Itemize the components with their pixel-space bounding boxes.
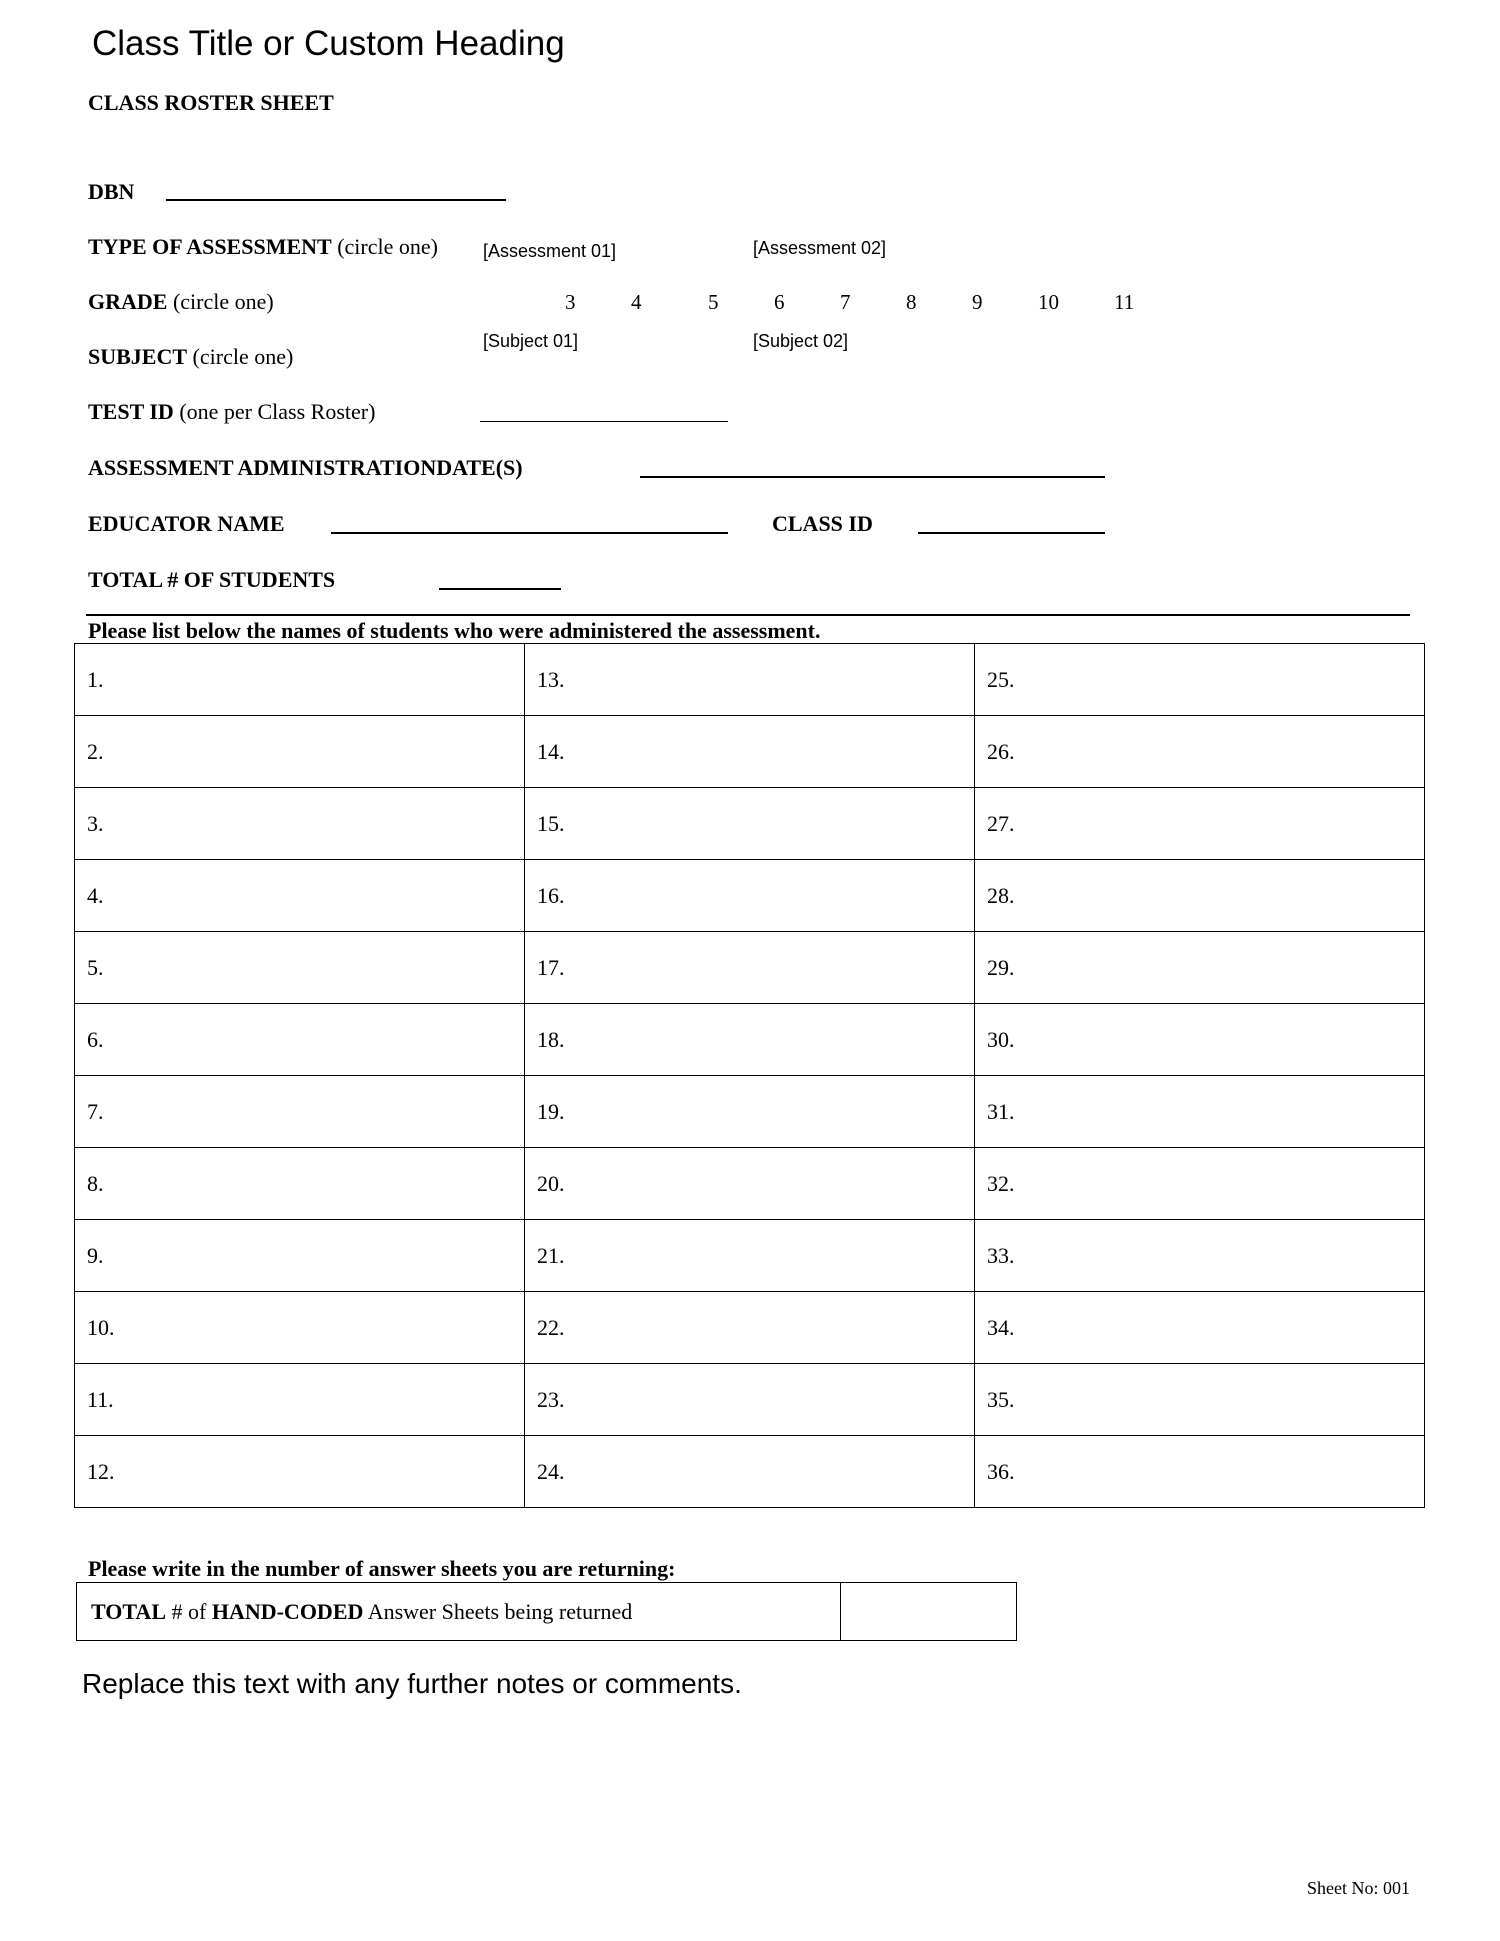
student-name-cell[interactable]: 12. xyxy=(75,1436,525,1508)
grade-option-10[interactable]: 10 xyxy=(1038,290,1059,314)
table-row xyxy=(75,644,1425,716)
student-name-cell[interactable]: 19. xyxy=(525,1076,975,1148)
student-name-cell[interactable]: 10. xyxy=(75,1292,525,1364)
student-name-cell[interactable]: 1. xyxy=(75,644,525,716)
student-name-cell[interactable]: 23. xyxy=(525,1364,975,1436)
returning-instruction: Please write in the number of answer sheets you are returning: xyxy=(88,1556,676,1581)
subject-label: SUBJECT (circle one) xyxy=(88,344,294,369)
student-name-cell[interactable]: 20. xyxy=(525,1148,975,1220)
grade-option-3[interactable]: 3 xyxy=(565,290,576,314)
grade-option-4[interactable]: 4 xyxy=(631,290,642,314)
hand-coded-total-field[interactable] xyxy=(841,1583,1017,1641)
table-row xyxy=(75,932,1425,1004)
student-name-cell[interactable]: 9. xyxy=(75,1220,525,1292)
total-students-label: TOTAL # OF STUDENTS xyxy=(88,567,336,592)
student-name-cell[interactable]: 4. xyxy=(75,860,525,932)
table-row xyxy=(75,1076,1425,1148)
student-name-cell[interactable]: 14. xyxy=(525,716,975,788)
student-name-cell[interactable]: 15. xyxy=(525,788,975,860)
page-title: Class Title or Custom Heading xyxy=(92,24,565,63)
assessment-option-1[interactable]: [Assessment 01] xyxy=(483,241,617,261)
student-name-cell[interactable]: 16. xyxy=(525,860,975,932)
student-name-cell[interactable]: 6. xyxy=(75,1004,525,1076)
table-row xyxy=(75,1148,1425,1220)
student-name-cell[interactable]: 28. xyxy=(975,860,1425,932)
student-name-cell[interactable]: 26. xyxy=(975,716,1425,788)
student-name-cell[interactable]: 13. xyxy=(525,644,975,716)
table-row xyxy=(75,1364,1425,1436)
student-name-cell[interactable]: 2. xyxy=(75,716,525,788)
section-divider xyxy=(86,614,1410,616)
test-id-field[interactable] xyxy=(480,421,728,422)
student-name-cell[interactable]: 32. xyxy=(975,1148,1425,1220)
student-name-cell[interactable]: 7. xyxy=(75,1076,525,1148)
student-name-cell[interactable]: 36. xyxy=(975,1436,1425,1508)
grade-option-11[interactable]: 11 xyxy=(1114,290,1135,314)
educator-name-field[interactable] xyxy=(331,532,728,534)
table-row xyxy=(75,1004,1425,1076)
educator-name-label: EDUCATOR NAME xyxy=(88,511,285,536)
roster-instruction: Please list below the names of students who were administered the assessment. xyxy=(88,618,821,643)
class-id-label: CLASS ID xyxy=(772,511,873,536)
test-id-label: TEST ID (one per Class Roster) xyxy=(88,399,376,424)
student-name-cell[interactable]: 30. xyxy=(975,1004,1425,1076)
table-row xyxy=(75,1436,1425,1508)
student-name-cell[interactable]: 3. xyxy=(75,788,525,860)
subject-option-2[interactable]: [Subject 02] xyxy=(753,331,849,351)
dbn-field[interactable] xyxy=(166,199,506,201)
answer-sheets-table xyxy=(76,1582,1017,1641)
hand-coded-total-label: TOTAL # of HAND-CODED Answer Sheets being returned xyxy=(77,1583,841,1641)
student-name-cell[interactable]: 35. xyxy=(975,1364,1425,1436)
total-students-field[interactable] xyxy=(439,588,561,590)
admin-dates-field[interactable] xyxy=(640,476,1105,478)
type-of-assessment-label: TYPE OF ASSESSMENT (circle one) xyxy=(88,234,438,259)
student-name-cell[interactable]: 27. xyxy=(975,788,1425,860)
student-name-cell[interactable]: 22. xyxy=(525,1292,975,1364)
grade-option-6[interactable]: 6 xyxy=(774,290,785,314)
student-name-cell[interactable]: 17. xyxy=(525,932,975,1004)
student-name-cell[interactable]: 33. xyxy=(975,1220,1425,1292)
student-name-cell[interactable]: 11. xyxy=(75,1364,525,1436)
student-name-cell[interactable]: 31. xyxy=(975,1076,1425,1148)
table-row xyxy=(75,716,1425,788)
admin-dates-label: ASSESSMENT ADMINISTRATIONDATE(S) xyxy=(88,455,523,480)
table-row xyxy=(75,1220,1425,1292)
subject-option-1[interactable]: [Subject 01] xyxy=(483,331,579,351)
dbn-label: DBN xyxy=(88,179,135,204)
grade-option-9[interactable]: 9 xyxy=(972,290,983,314)
assessment-option-2[interactable]: [Assessment 02] xyxy=(753,238,887,258)
notes-text: Replace this text with any further notes or comments. xyxy=(82,1668,742,1699)
student-name-cell[interactable]: 21. xyxy=(525,1220,975,1292)
class-id-field[interactable] xyxy=(918,532,1105,534)
student-name-cell[interactable]: 24. xyxy=(525,1436,975,1508)
student-name-cell[interactable]: 5. xyxy=(75,932,525,1004)
grade-option-7[interactable]: 7 xyxy=(840,290,851,314)
student-name-cell[interactable]: 29. xyxy=(975,932,1425,1004)
sheet-number: Sheet No: 001 xyxy=(1307,1878,1410,1898)
table-row xyxy=(75,788,1425,860)
grade-option-5[interactable]: 5 xyxy=(708,290,719,314)
table-row xyxy=(75,1292,1425,1364)
table-row xyxy=(75,860,1425,932)
student-name-cell[interactable]: 25. xyxy=(975,644,1425,716)
student-name-cell[interactable]: 18. xyxy=(525,1004,975,1076)
student-name-cell[interactable]: 34. xyxy=(975,1292,1425,1364)
form-subtitle: CLASS ROSTER SHEET xyxy=(88,90,334,115)
grade-option-8[interactable]: 8 xyxy=(906,290,917,314)
student-roster-table xyxy=(74,643,1425,1508)
student-name-cell[interactable]: 8. xyxy=(75,1148,525,1220)
grade-label: GRADE (circle one) xyxy=(88,289,274,314)
